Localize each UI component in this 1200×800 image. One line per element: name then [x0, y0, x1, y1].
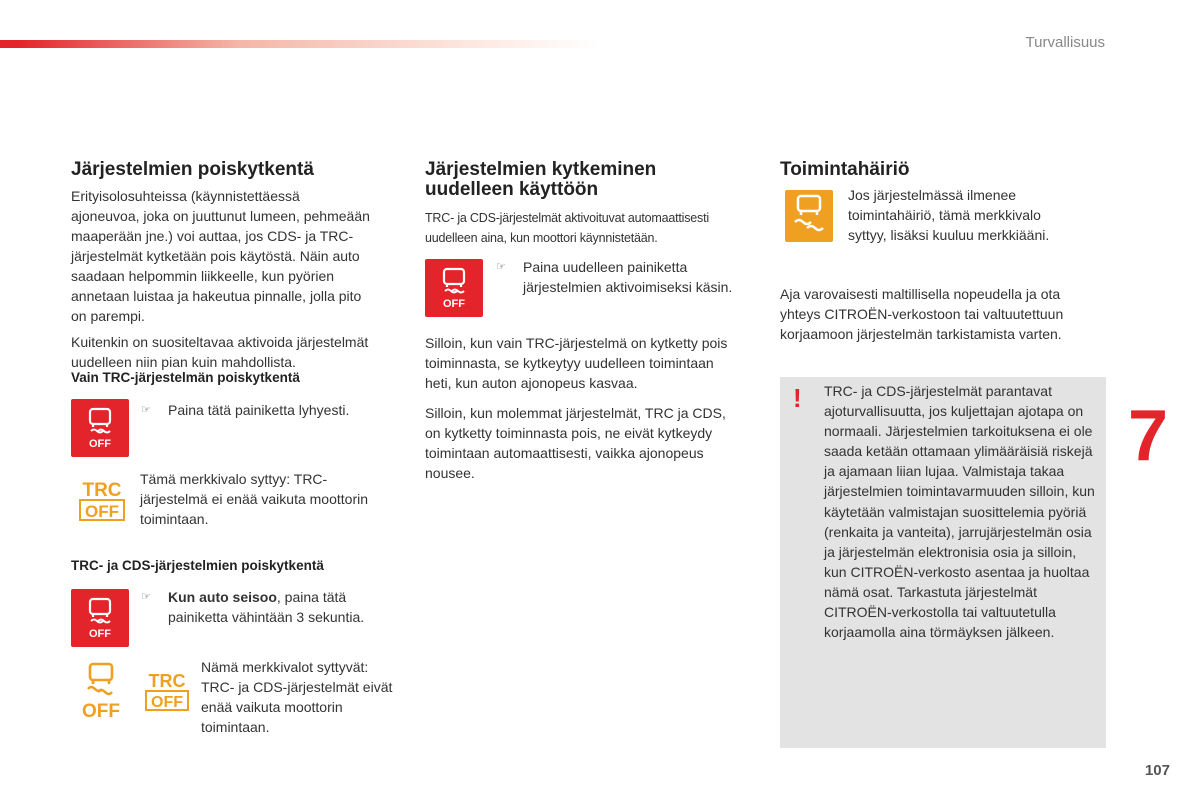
skid-warning-icon [785, 190, 833, 242]
bullet-text: Paina tätä painiketta lyhyesti. [168, 402, 350, 418]
off-label: OFF [82, 701, 120, 720]
off-label: OFF [85, 502, 119, 521]
trc-off-warning-icon [78, 478, 126, 527]
warning-exclamation-icon: ! [793, 383, 802, 413]
section-title: Turvallisuus [1025, 34, 1105, 51]
warning-box [780, 377, 1106, 748]
subheading: TRC- ja CDS-järjestelmien poiskytkentä [71, 558, 324, 573]
bullet-text: Paina uudelleen painiketta järjestelmien aktivoimiseksi käsin. [523, 259, 733, 295]
cds-off-warning-icon [80, 662, 122, 725]
pointing-hand-icon: ☞ [496, 261, 506, 273]
header-color-bar [0, 40, 600, 48]
off-label: OFF [151, 694, 183, 711]
column-reactivation [425, 158, 755, 248]
trc-label: TRC [82, 480, 122, 501]
column-deactivation [71, 158, 396, 372]
column-malfunction [780, 158, 1110, 180]
off-label: OFF [89, 628, 111, 640]
paragraph: Silloin, kun vain TRC-järjestelmä on kytketty pois toiminnasta, se kytkeytyy uudelleen toimintaan heti, kun auton ajonopeus kasvaa. [425, 335, 728, 391]
indicator-description: Nämä merkkivalot syttyvät: TRC- ja CDS-järjestelmät eivät enää vaikuta moottorin toimintaan. [201, 659, 393, 735]
traction-control-off-button-icon [425, 259, 483, 317]
paragraph: TRC- ja CDS-järjestelmät aktivoituvat automaattisesti uudelleen aina, kun moottori käynnistetään. [425, 211, 709, 245]
pointing-hand-icon: ☞ [141, 591, 151, 603]
indicator-description: Tämä merkkivalo syttyy: TRC-järjestelmä ei enää vaikuta moottorin toimintaan. [140, 471, 369, 527]
paragraph: Silloin, kun molemmat järjestelmät, TRC ja CDS, on kytketty toiminnasta pois, ne eivät kytkeydy toimintaan automaattisesti, vaikka ajonopeus nousee. [425, 405, 726, 481]
pointing-hand-icon: ☞ [141, 404, 151, 416]
warning-text: TRC- ja CDS-järjestelmät parantavat ajoturvallisuutta, jos kuljettajan ajotapa on normaali. Järjestelmien tarkoituksena ei ole saada ketään ottamaan ylimääräisiä riskejä ja ajamaan liian lujaa. Valmistaja takaa järjestelmien toimintavarmuuden silloin, kun käytetään valmistajan suosittelemia pyöriä (renkaita ja vanteita), jarrujärjestelmän osia ja järjestelmän elektronisia osia ja silloin, kun CITROËN-verkosto asentaa ja huoltaa nämä osat. Tarkastuta järjestelmät CITROËN-verkostolla tai valtuutetulla korjaamolla aina törmäyksen jälkeen. [824, 383, 1095, 641]
subheading: Vain TRC-järjestelmän poiskytkentä [71, 370, 300, 385]
bullet-text [168, 587, 393, 627]
bullet-bold-text: Kun auto seisoo [168, 589, 277, 605]
bullet-rest-text: , paina tätä painiketta vähintään 3 sekuntia. [168, 589, 365, 625]
paragraph: Jos järjestelmässä ilmenee toimintahäiriö, tämä merkkivalo syttyy, lisäksi kuuluu merkkiääni. [848, 187, 1050, 243]
traction-control-off-button-icon [71, 399, 129, 457]
off-label: OFF [443, 298, 465, 310]
traction-control-off-button-icon [71, 589, 129, 647]
section-heading: Järjestelmien poiskytkentä [71, 159, 314, 180]
paragraph: Erityisolosuhteissa (käynnistettäessä ajoneuvoa, joka on juuttunut lumeen, pehmeään maaperään jne.) voi auttaa, jos CDS- ja TRC-järjestelmät kytketään pois käytöstä. Näin auto saadaan helpommin liikkeelle, kun pyörien annetaan luistaa ja hakeutua pinnalle, jolla pito on parempi. [71, 188, 370, 324]
section-heading: Toimintahäiriö [780, 159, 910, 180]
trc-label: TRC [148, 671, 186, 691]
paragraph: Aja varovaisesti maltillisella nopeudella ja ota yhteys CITROËN-verkostoon tai valtuutettuun korjaamoon järjestelmän tarkistamista varten. [780, 286, 1064, 342]
page-number: 107 [1144, 762, 1170, 779]
chapter-number: 7 [1128, 396, 1169, 476]
off-label: OFF [89, 438, 111, 450]
section-heading: Järjestelmien kytkeminen uudelleen käyttöön [425, 159, 657, 200]
trc-off-warning-icon [144, 670, 190, 717]
paragraph: Kuitenkin on suositeltavaa aktivoida järjestelmät uudelleen niin pian kuin mahdollista. [71, 334, 369, 370]
